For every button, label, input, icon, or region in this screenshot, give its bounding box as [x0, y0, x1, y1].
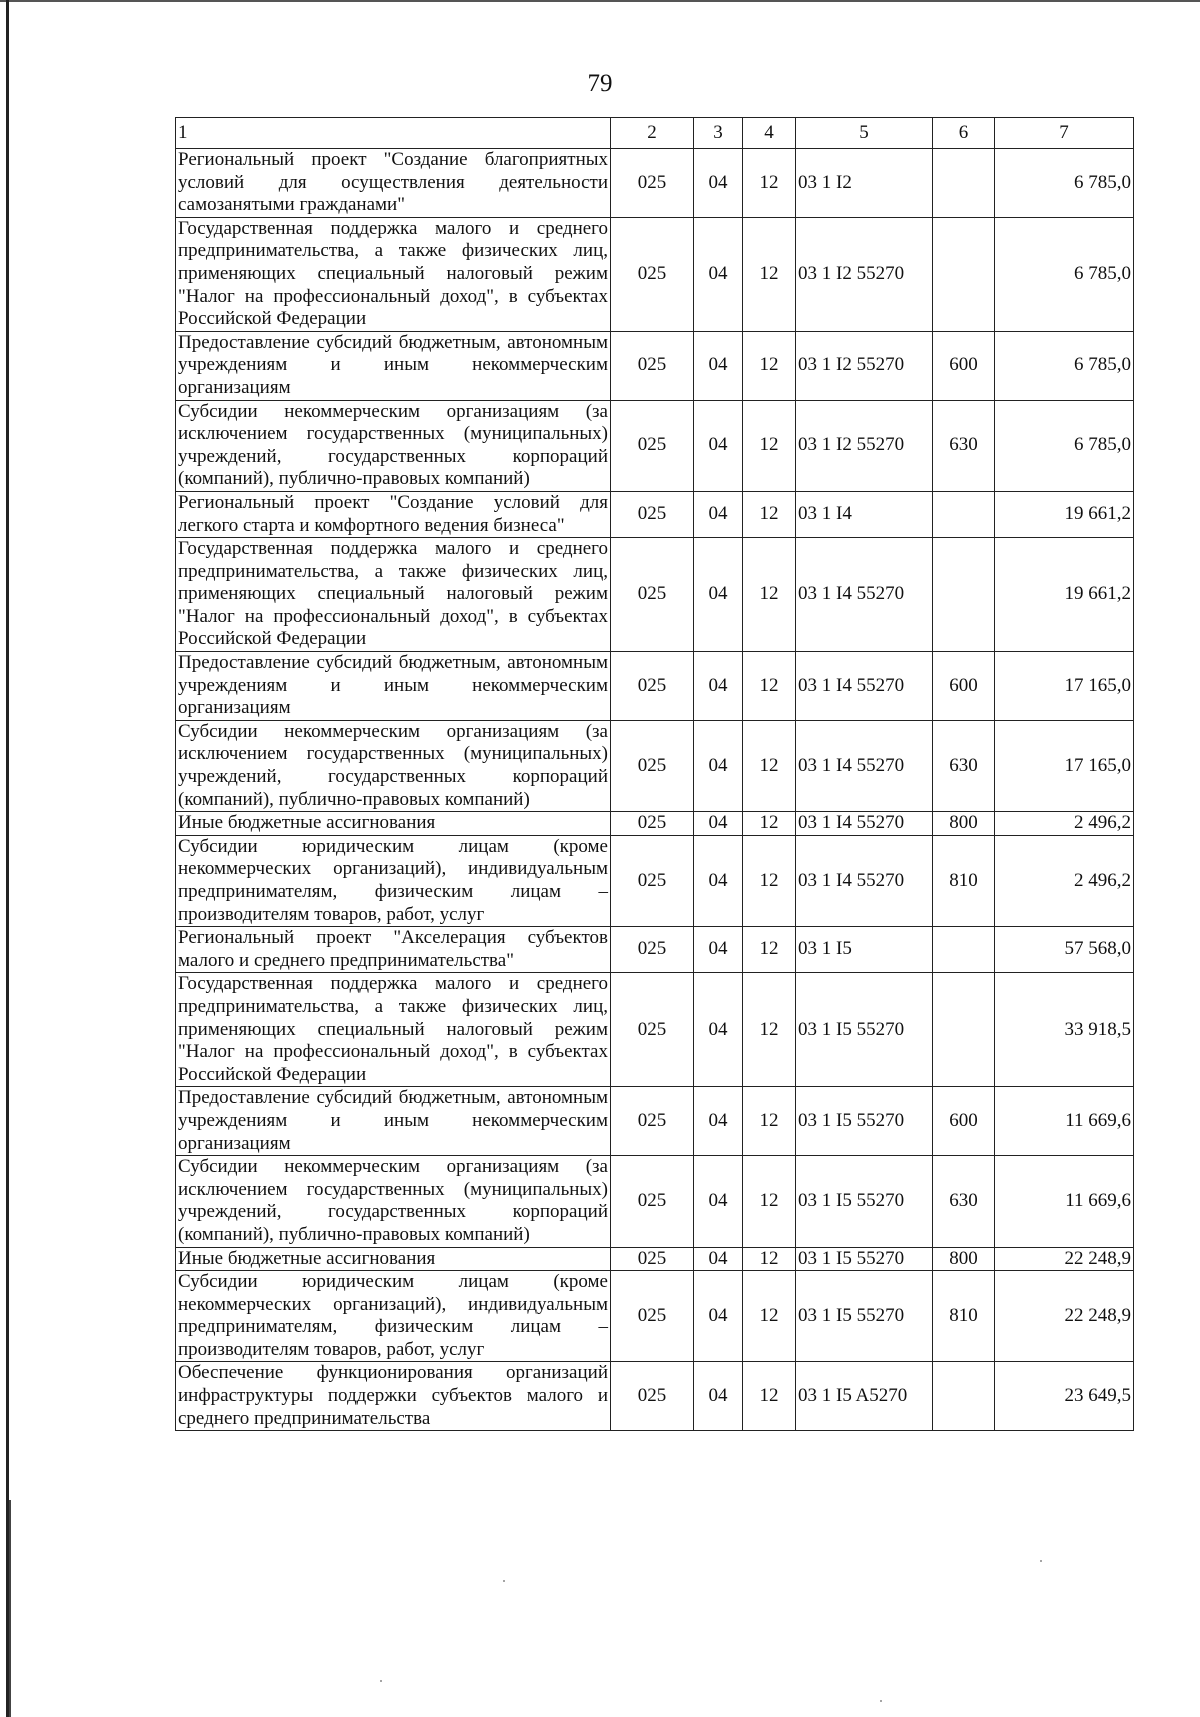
row-amount: 23 649,5 — [995, 1362, 1134, 1431]
scan-speck — [1040, 1560, 1042, 1562]
row-ministry-code: 025 — [611, 835, 694, 926]
row-section-code: 04 — [694, 217, 743, 331]
row-subsection-code: 12 — [743, 812, 796, 836]
row-ministry-code: 025 — [611, 1271, 694, 1362]
row-subsection-code: 12 — [743, 973, 796, 1087]
row-expense-type: 810 — [933, 835, 995, 926]
row-ministry-code: 025 — [611, 331, 694, 400]
row-name: Предоставление субсидий бюджетным, автономным учреждениям и иным некоммерческим организациям — [176, 652, 611, 721]
row-expense-type: 630 — [933, 720, 995, 811]
row-target-article: 03 1 I4 55270 — [796, 538, 933, 652]
row-ministry-code: 025 — [611, 400, 694, 491]
row-ministry-code: 025 — [611, 538, 694, 652]
row-section-code: 04 — [694, 1156, 743, 1247]
row-subsection-code: 12 — [743, 1087, 796, 1156]
row-subsection-code: 12 — [743, 1247, 796, 1271]
row-amount: 22 248,9 — [995, 1247, 1134, 1271]
row-section-code: 04 — [694, 1362, 743, 1431]
table-row — [176, 652, 1134, 721]
header-col-1: 1 — [176, 118, 611, 149]
row-subsection-code: 12 — [743, 331, 796, 400]
row-ministry-code: 025 — [611, 973, 694, 1087]
row-section-code: 04 — [694, 491, 743, 537]
row-subsection-code: 12 — [743, 1156, 796, 1247]
row-amount: 11 669,6 — [995, 1087, 1134, 1156]
row-name: Государственная поддержка малого и среднего предпринимательства, а также физических лиц, применяющих специальный налоговый режим "Налог на профессиональный доход", в субъектах Российской Федерации — [176, 973, 611, 1087]
row-ministry-code: 025 — [611, 1156, 694, 1247]
row-amount: 6 785,0 — [995, 400, 1134, 491]
row-section-code: 04 — [694, 538, 743, 652]
row-subsection-code: 12 — [743, 149, 796, 218]
table-row — [176, 835, 1134, 926]
row-ministry-code: 025 — [611, 720, 694, 811]
header-col-3: 3 — [694, 118, 743, 149]
row-amount: 2 496,2 — [995, 835, 1134, 926]
row-section-code: 04 — [694, 652, 743, 721]
row-name: Региональный проект "Акселерация субъектов малого и среднего предпринимательства" — [176, 927, 611, 973]
scan-edge-top — [0, 0, 1200, 2]
row-subsection-code: 12 — [743, 1362, 796, 1431]
table-row — [176, 720, 1134, 811]
row-amount: 17 165,0 — [995, 652, 1134, 721]
row-target-article: 03 1 I4 55270 — [796, 835, 933, 926]
row-amount: 2 496,2 — [995, 812, 1134, 836]
row-subsection-code: 12 — [743, 1271, 796, 1362]
table-row — [176, 491, 1134, 537]
row-ministry-code: 025 — [611, 149, 694, 218]
row-expense-type: 800 — [933, 1247, 995, 1271]
row-target-article: 03 1 I2 55270 — [796, 400, 933, 491]
row-amount: 33 918,5 — [995, 973, 1134, 1087]
row-subsection-code: 12 — [743, 400, 796, 491]
table-row — [176, 331, 1134, 400]
header-row — [176, 118, 1134, 149]
table-row — [176, 973, 1134, 1087]
row-name: Субсидии юридическим лицам (кроме некоммерческих организаций), индивидуальным предпринимателям, физическим лицам – производителям товаров, работ, услуг — [176, 835, 611, 926]
header-col-4: 4 — [743, 118, 796, 149]
table-row — [176, 927, 1134, 973]
budget-table — [175, 117, 1134, 1431]
row-amount: 57 568,0 — [995, 927, 1134, 973]
row-section-code: 04 — [694, 1271, 743, 1362]
row-name: Региональный проект "Создание условий для легкого старта и комфортного ведения бизнеса" — [176, 491, 611, 537]
row-amount: 19 661,2 — [995, 538, 1134, 652]
row-subsection-code: 12 — [743, 927, 796, 973]
row-target-article: 03 1 I4 — [796, 491, 933, 537]
row-name: Государственная поддержка малого и среднего предпринимательства, а также физических лиц, применяющих специальный налоговый режим "Налог на профессиональный доход", в субъектах Российской Федерации — [176, 538, 611, 652]
table-row — [176, 400, 1134, 491]
row-subsection-code: 12 — [743, 835, 796, 926]
row-name: Предоставление субсидий бюджетным, автономным учреждениям и иным некоммерческим организациям — [176, 1087, 611, 1156]
row-expense-type — [933, 538, 995, 652]
row-name: Иные бюджетные ассигнования — [176, 1247, 611, 1271]
row-subsection-code: 12 — [743, 217, 796, 331]
table-row — [176, 812, 1134, 836]
row-section-code: 04 — [694, 1247, 743, 1271]
row-expense-type — [933, 973, 995, 1087]
row-section-code: 04 — [694, 835, 743, 926]
row-expense-type: 810 — [933, 1271, 995, 1362]
row-ministry-code: 025 — [611, 1087, 694, 1156]
row-ministry-code: 025 — [611, 1247, 694, 1271]
table-row — [176, 1362, 1134, 1431]
row-section-code: 04 — [694, 927, 743, 973]
row-target-article: 03 1 I5 55270 — [796, 1247, 933, 1271]
page-number: 79 — [587, 70, 613, 97]
row-expense-type — [933, 491, 995, 537]
row-target-article: 03 1 I4 55270 — [796, 652, 933, 721]
table-row — [176, 1087, 1134, 1156]
row-section-code: 04 — [694, 720, 743, 811]
row-name: Иные бюджетные ассигнования — [176, 812, 611, 836]
row-name: Субсидии юридическим лицам (кроме некоммерческих организаций), индивидуальным предпринимателям, физическим лицам – производителям товаров, работ, услуг — [176, 1271, 611, 1362]
row-expense-type: 600 — [933, 652, 995, 721]
row-name: Региональный проект "Создание благоприятных условий для осуществления деятельности самозанятыми гражданами" — [176, 149, 611, 218]
row-expense-type — [933, 927, 995, 973]
row-target-article: 03 1 I2 55270 — [796, 217, 933, 331]
row-amount: 6 785,0 — [995, 149, 1134, 218]
row-name: Субсидии некоммерческим организациям (за исключением государственных (муниципальных) учреждений, государственных корпораций (компаний), публично-правовых компаний) — [176, 720, 611, 811]
row-section-code: 04 — [694, 331, 743, 400]
row-ministry-code: 025 — [611, 217, 694, 331]
row-ministry-code: 025 — [611, 652, 694, 721]
scan-speck — [503, 1580, 505, 1582]
row-ministry-code: 025 — [611, 1362, 694, 1431]
table-row — [176, 217, 1134, 331]
row-subsection-code: 12 — [743, 652, 796, 721]
row-amount: 22 248,9 — [995, 1271, 1134, 1362]
row-amount: 6 785,0 — [995, 217, 1134, 331]
row-target-article: 03 1 I5 55270 — [796, 973, 933, 1087]
row-subsection-code: 12 — [743, 538, 796, 652]
row-section-code: 04 — [694, 400, 743, 491]
row-section-code: 04 — [694, 973, 743, 1087]
row-name: Предоставление субсидий бюджетным, автономным учреждениям и иным некоммерческим организациям — [176, 331, 611, 400]
scan-edge-left — [6, 0, 9, 1717]
row-target-article: 03 1 I5 55270 — [796, 1156, 933, 1247]
row-expense-type — [933, 217, 995, 331]
header-col-6: 6 — [933, 118, 995, 149]
row-expense-type: 800 — [933, 812, 995, 836]
row-target-article: 03 1 I5 A5270 — [796, 1362, 933, 1431]
scan-speck — [380, 1680, 382, 1682]
scan-speck — [880, 1700, 882, 1702]
row-target-article: 03 1 I5 — [796, 927, 933, 973]
row-subsection-code: 12 — [743, 720, 796, 811]
row-amount: 11 669,6 — [995, 1156, 1134, 1247]
row-target-article: 03 1 I4 55270 — [796, 720, 933, 811]
row-section-code: 04 — [694, 812, 743, 836]
row-name: Обеспечение функционирования организаций инфраструктуры поддержки субъектов малого и среднего предпринимательства — [176, 1362, 611, 1431]
row-subsection-code: 12 — [743, 491, 796, 537]
row-target-article: 03 1 I5 55270 — [796, 1087, 933, 1156]
row-name: Субсидии некоммерческим организациям (за исключением государственных (муниципальных) учреждений, государственных корпораций (компаний), публично-правовых компаний) — [176, 1156, 611, 1247]
row-expense-type — [933, 149, 995, 218]
row-expense-type: 600 — [933, 331, 995, 400]
table-row — [176, 149, 1134, 218]
row-target-article: 03 1 I5 55270 — [796, 1271, 933, 1362]
header-col-5: 5 — [796, 118, 933, 149]
table-row — [176, 1247, 1134, 1271]
row-target-article: 03 1 I4 55270 — [796, 812, 933, 836]
row-target-article: 03 1 I2 — [796, 149, 933, 218]
row-amount: 6 785,0 — [995, 331, 1134, 400]
row-ministry-code: 025 — [611, 927, 694, 973]
table-row — [176, 1156, 1134, 1247]
row-ministry-code: 025 — [611, 491, 694, 537]
header-col-2: 2 — [611, 118, 694, 149]
table-row — [176, 538, 1134, 652]
row-expense-type: 600 — [933, 1087, 995, 1156]
row-expense-type — [933, 1362, 995, 1431]
row-amount: 19 661,2 — [995, 491, 1134, 537]
row-name: Государственная поддержка малого и среднего предпринимательства, а также физических лиц, применяющих специальный налоговый режим "Налог на профессиональный доход", в субъектах Российской Федерации — [176, 217, 611, 331]
row-ministry-code: 025 — [611, 812, 694, 836]
row-name: Субсидии некоммерческим организациям (за исключением государственных (муниципальных) учреждений, государственных корпораций (компаний), публично-правовых компаний) — [176, 400, 611, 491]
row-expense-type: 630 — [933, 400, 995, 491]
header-col-7: 7 — [995, 118, 1134, 149]
scan-edge-left-lower — [9, 1500, 11, 1717]
row-section-code: 04 — [694, 1087, 743, 1156]
table-row — [176, 1271, 1134, 1362]
row-section-code: 04 — [694, 149, 743, 218]
row-target-article: 03 1 I2 55270 — [796, 331, 933, 400]
row-expense-type: 630 — [933, 1156, 995, 1247]
row-amount: 17 165,0 — [995, 720, 1134, 811]
